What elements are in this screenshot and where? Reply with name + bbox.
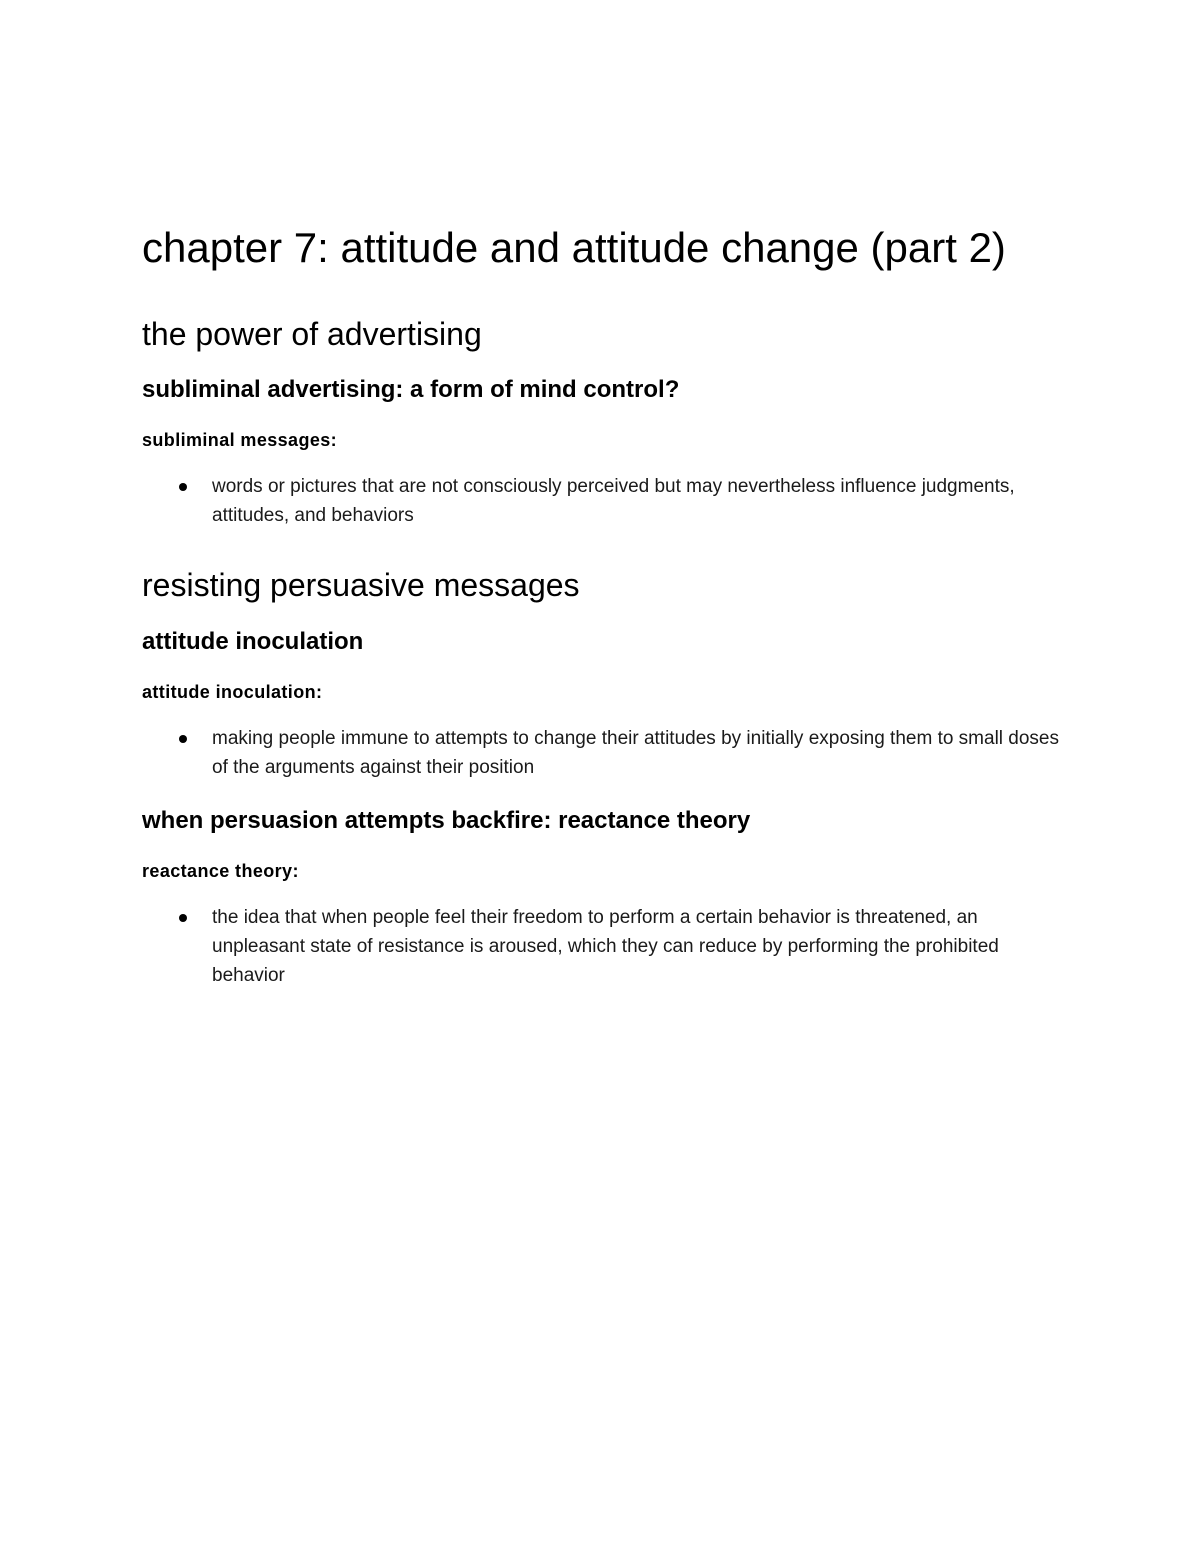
- document-page: [142, 222, 1062, 1014]
- bullet-icon: [179, 483, 187, 491]
- term-subliminal-messages: subliminal messages:: [142, 429, 338, 450]
- section-heading-resisting-persuasive-messages: resisting persuasive messages: [142, 567, 580, 604]
- term-attitude-inoculation: attitude inoculation:: [142, 681, 323, 702]
- document-title: chapter 7: attitude and attitude change (part 2): [142, 224, 1006, 271]
- subsection-heading-subliminal-advertising: subliminal advertising: a form of mind control?: [142, 375, 680, 403]
- bullet-icon: [179, 735, 187, 743]
- list-item: [142, 472, 1062, 530]
- definition-text: words or pictures that are not consciously perceived but may nevertheless influence judgments, attitudes, and behaviors: [212, 476, 1015, 527]
- bullet-icon: [179, 914, 187, 922]
- definition-text: the idea that when people feel their freedom to perform a certain behavior is threatened, an unpleasant state of resistance is aroused, which they can reduce by performing the prohibited behavior: [212, 907, 999, 987]
- subsection-heading-attitude-inoculation: attitude inoculation: [142, 627, 364, 655]
- definition-list-attitude-inoculation: [142, 724, 1062, 782]
- definition-list-reactance-theory: [142, 903, 1062, 990]
- term-reactance-theory: reactance theory:: [142, 861, 299, 882]
- subsection-heading-reactance-theory: when persuasion attempts backfire: reactance theory: [142, 807, 751, 835]
- definition-list-subliminal-messages: [142, 472, 1062, 530]
- section-heading-power-of-advertising: the power of advertising: [142, 315, 482, 352]
- list-item: [142, 903, 1062, 990]
- list-item: [142, 724, 1062, 782]
- definition-text: making people immune to attempts to change their attitudes by initially exposing them to small doses of the arguments against their position: [212, 728, 1060, 779]
